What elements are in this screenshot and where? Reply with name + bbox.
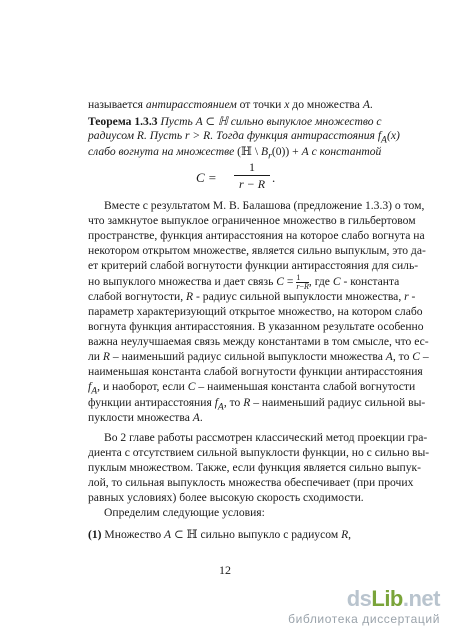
paragraph-line: $f_A$, и наоборот, если C – наименьшая константа слабой вогнутости [88,380,416,397]
theorem-heading: Теорема 1.3.3 Пусть A ⊂ ℍ сильно выпуклое множество с [88,115,382,128]
paragraph-line: диента с отсутствием сильной выпуклости функции, но с сильно вы- [88,446,430,459]
paragraph-line: важна неулучшаемая связь между константами в том смысле, что ес- [88,335,429,348]
paragraph-line: ли R – наименьший радиус сильной выпуклости множества A, то C – [88,350,429,363]
paragraph-line: пространстве, функция антирасстояния на которое слабо вогнута на [88,229,425,242]
paragraph-line: наименьшая константа слабой вогнутости функции антирасстояния [88,365,423,378]
theorem-line: слабо вогнута на множестве (ℍ \ $B_r(0)) + A$ с константой [88,145,382,162]
theorem-line: радиусом R. Пусть r > R. Тогда функция антирасстояния $f_A(x)$ [88,129,400,146]
paragraph-line: ет критерий слабой вогнутости функции антирасстояния для силь- [88,259,419,272]
paragraph-line: вогнута функция антирасстояния. В указанном результате особенно [88,320,424,333]
formula-lhs: C = [196,170,217,185]
formula-denominator: r − R [238,177,266,191]
paragraph-line: пуклости множества A. [88,411,203,424]
paragraph-line: некотором открытом множестве, является сильно выпуклым, это да- [88,244,426,257]
condition-item: (1) Множество A ⊂ ℍ сильно выпукло с радиусом R, [88,528,352,541]
watermark-logo[interactable]: dsLib.net [346,586,440,611]
paragraph-line: функции антирасстояния $f_A$, то R – наименьший радиус сильной вы- [88,396,426,413]
formula-period: . [272,170,276,185]
paragraph-line: Определим следующие условия: [104,506,265,519]
paragraph-line: лой, то сильная выпуклость множества обеспечивает (при прочих [88,476,414,489]
paragraph-line: называется антирасстоянием от точки x до множества A. [88,98,373,111]
paragraph-line: но выпуклого множества и дает связь C = $\frac{1}{r-R}$ , где C - константа [88,273,400,291]
paragraph-line: параметр характеризующий открытое множество, на котором слабо [88,305,423,318]
paragraph-line: Вместе с результатом М. В. Балашова (предложение 1.3.3) о том, [104,199,425,212]
paragraph-line: равных условиях) более высокую скорость сходимости. [88,491,364,504]
page-number: 12 [219,563,231,577]
paragraph-line: Во 2 главе работы рассмотрен классический метод проекции гра- [104,431,428,444]
formula-numerator: 1 [249,160,255,174]
watermark[interactable] [288,588,440,626]
paragraph-line: что замкнутое выпуклое ограниченное множество в гильбертовом [88,214,416,227]
paragraph-line: слабой вогнутости, R - радиус сильной выпуклости множества, r - [88,290,416,303]
formula-c [0,160,450,196]
formula-fraction [234,160,270,191]
watermark-subtitle: библиотека диссертаций [288,612,440,626]
paragraph-line: пуклым множеством. Также, если функция является сильно выпук- [88,461,422,474]
